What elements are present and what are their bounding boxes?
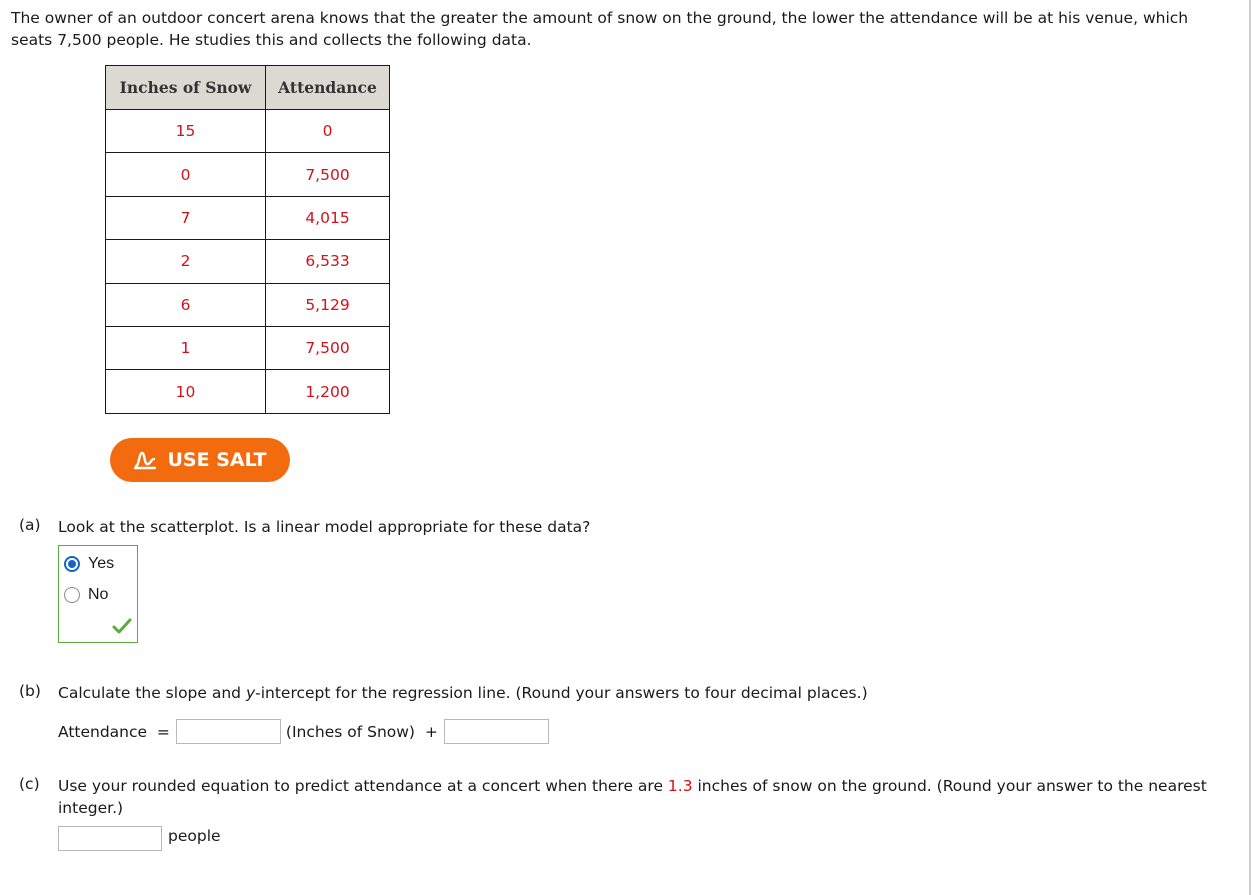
attendance-cell: 1,200	[266, 370, 390, 413]
attendance-cell: 7,500	[266, 326, 390, 369]
part-b-y-italic: y	[245, 684, 256, 702]
snow-cell: 10	[106, 370, 266, 413]
radio-no[interactable]	[64, 587, 80, 603]
part-c-label: (c)	[19, 775, 40, 793]
part-a-label: (a)	[19, 516, 41, 534]
problem-intro: The owner of an outdoor concert arena knows that the greater the amount of snow on the ground, the lower the attendance will be at his venue, which seats 7,500 people. He studies this and collects the following data.	[11, 9, 1189, 49]
snow-cell: 0	[106, 153, 266, 196]
people-unit-label: people	[168, 827, 221, 845]
data-table	[105, 65, 390, 414]
table-row	[106, 196, 390, 239]
attendance-cell: 6,533	[266, 240, 390, 283]
option-yes-label: Yes	[88, 555, 115, 572]
radio-yes[interactable]	[64, 556, 80, 572]
table-row	[106, 370, 390, 413]
table-row	[106, 283, 390, 326]
header-attendance: Attendance	[266, 66, 390, 110]
eq-attendance-label: Attendance =	[58, 722, 170, 741]
checkmark-icon	[112, 618, 132, 638]
table-row	[106, 153, 390, 196]
table-row	[106, 110, 390, 153]
attendance-cell: 0	[266, 110, 390, 153]
eq-inches-label: (Inches of Snow) +	[285, 722, 438, 741]
part-c-highlight: 1.3	[667, 777, 693, 795]
snow-cell: 2	[106, 240, 266, 283]
snow-cell: 15	[106, 110, 266, 153]
slope-input[interactable]	[176, 719, 281, 744]
part-b-label: (b)	[19, 682, 41, 700]
snow-cell: 7	[106, 196, 266, 239]
part-c-question	[58, 775, 1238, 819]
attendance-cell: 5,129	[266, 283, 390, 326]
snow-cell: 1	[106, 326, 266, 369]
salt-icon	[133, 450, 157, 470]
table-row	[106, 326, 390, 369]
use-salt-label: USE SALT	[167, 449, 267, 471]
part-b-text-1: Calculate the slope and	[58, 684, 246, 702]
snow-cell: 6	[106, 283, 266, 326]
table-header-row	[106, 66, 390, 110]
option-yes[interactable]	[64, 555, 114, 573]
part-a-choices	[58, 545, 138, 643]
attendance-cell: 4,015	[266, 196, 390, 239]
part-c-text-1: Use your rounded equation to predict attendance at a concert when there are	[58, 777, 668, 795]
option-no[interactable]	[64, 586, 108, 604]
option-no-label: No	[88, 586, 109, 603]
part-c-text-2: inches of snow on the ground. (Round your answer to the nearest integer.)	[58, 777, 1207, 817]
attendance-cell: 7,500	[266, 153, 390, 196]
use-salt-button[interactable]	[110, 438, 290, 482]
intercept-input[interactable]	[444, 719, 549, 744]
regression-equation	[58, 719, 549, 744]
part-a-question: Look at the scatterplot. Is a linear model appropriate for these data?	[58, 518, 591, 536]
header-inches-of-snow: Inches of Snow	[106, 66, 266, 110]
part-b-text-2: -intercept for the regression line. (Round your answers to four decimal places.)	[255, 684, 868, 702]
prediction-input[interactable]	[58, 826, 162, 851]
table-row	[106, 240, 390, 283]
part-b-question	[58, 682, 868, 704]
